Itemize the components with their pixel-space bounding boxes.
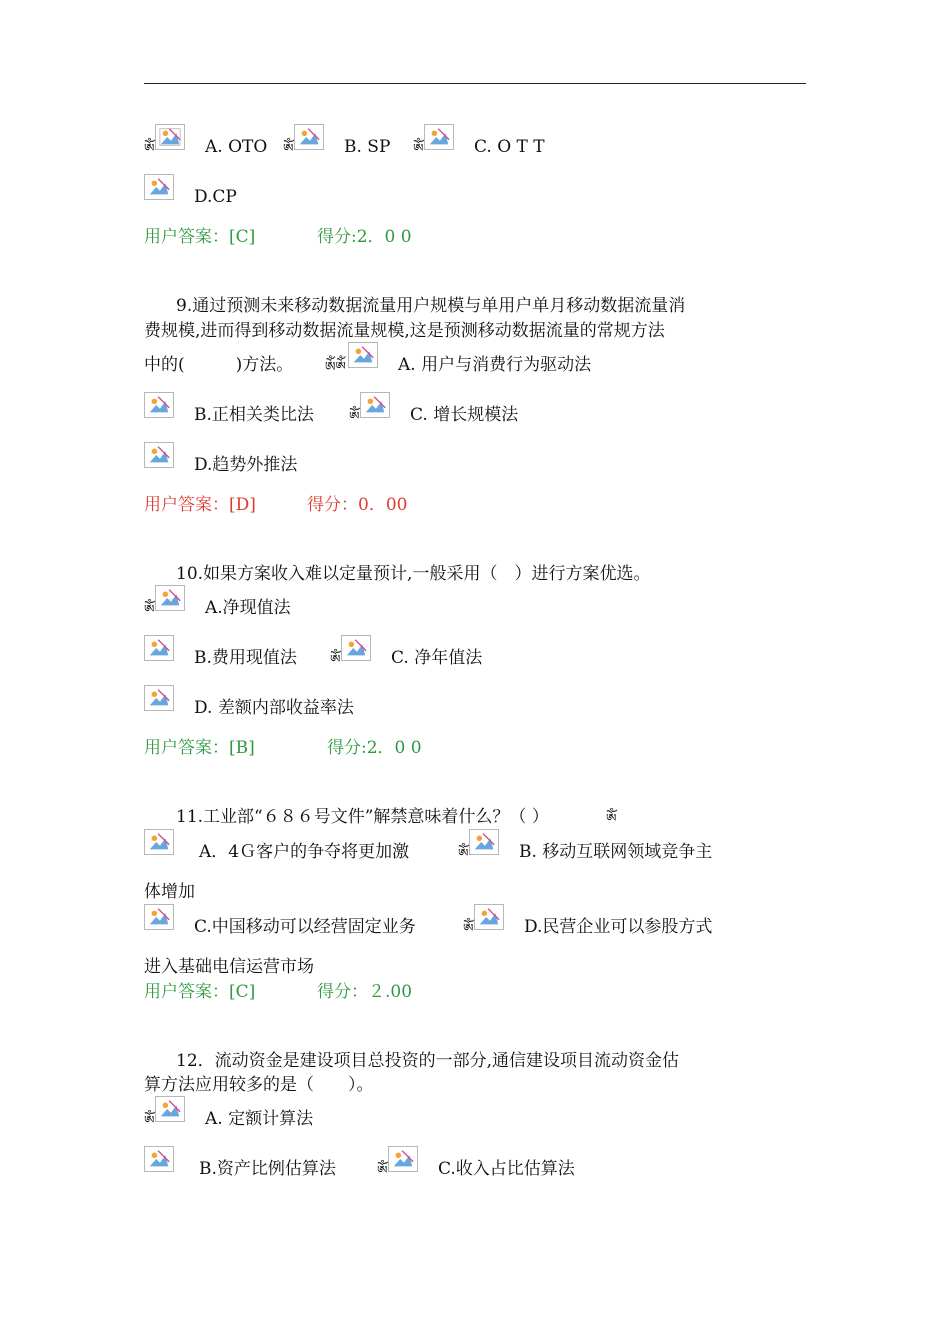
question-stem: 算方法应用较多的是（ ）。 [144,1075,374,1095]
broken-image-icon[interactable] [144,442,174,468]
option-b: B.正相关类比法 [194,405,314,425]
question-stem: 11.工业部“６８６号文件”解禁意味着什么？（ ） [176,807,549,827]
question-stem: 费规模,进而得到移动数据流量规模,这是预测移动数据流量的常规方法 [144,321,665,341]
broken-image-icon[interactable] [144,392,174,418]
user-answer: 用户答案：[C] [144,982,256,1002]
broken-image-icon[interactable] [155,1096,185,1122]
option-d: D.趋势外推法 [194,455,298,475]
broken-image-mark: ༀ [144,603,155,618]
broken-image-icon[interactable] [144,174,174,200]
option-c: C. 净年值法 [391,648,483,668]
option-b: B.资产比例估算法 [199,1159,336,1179]
header-rule [144,83,806,84]
option-a: A. OTO [205,137,268,157]
option-d-continued: 进入基础电信运营市场 [144,957,314,977]
broken-image-mark: ༀ [283,142,294,157]
option-a: A．4Ｇ客户的争夺将更加激 [199,842,410,862]
broken-image-mark: ༀ [606,812,617,827]
broken-image-icon[interactable] [474,904,504,930]
option-c: C. O T T [474,137,545,157]
broken-image-icon[interactable] [144,635,174,661]
option-d: D.CP [194,187,237,207]
broken-image-mark: ༀ [458,847,469,862]
option-a: A. 用户与消费行为驱动法 [398,355,592,375]
question-stem: 9.通过预测未来移动数据流量用户规模与单用户单月移动数据流量消 [176,296,686,316]
question-stem: 10.如果方案收入难以定量预计,一般采用（ ）进行方案优选。 [176,564,651,584]
broken-image-icon[interactable] [144,829,174,855]
option-a: A. 定额计算法 [205,1109,314,1129]
broken-image-mark: ༀ [463,922,474,937]
option-c: C.中国移动可以经营固定业务 [194,917,416,937]
broken-image-mark: ༀ [349,410,360,425]
score: 得分:2．0 0 [327,738,422,758]
option-c: C. 增长规模法 [410,405,519,425]
broken-image-icon[interactable] [294,124,324,150]
user-answer: 用户答案：[D] [144,495,256,515]
option-b: B. SP [344,137,391,157]
broken-image-icon[interactable] [424,124,454,150]
broken-image-icon[interactable] [144,685,174,711]
user-answer: 用户答案：[B] [144,738,255,758]
broken-image-mark: ༀ [144,142,155,157]
broken-image-mark: ༀ [377,1164,388,1179]
broken-image-icon[interactable] [155,124,185,150]
option-b: B. 移动互联网领域竞争主 [519,842,713,862]
broken-image-icon[interactable] [155,585,185,611]
broken-image-icon[interactable] [341,635,371,661]
broken-image-icon[interactable] [360,392,390,418]
broken-image-icon[interactable] [144,1146,174,1172]
option-b: B.费用现值法 [194,648,297,668]
score: 得分:2．0 0 [317,227,412,247]
option-d: D.民营企业可以参股方式 [524,917,713,937]
broken-image-mark: ༀ [413,142,424,157]
question-stem: 12．流动资金是建设项目总投资的一部分,通信建设项目流动资金估 [176,1051,680,1071]
broken-image-icon[interactable] [388,1146,418,1172]
broken-image-icon[interactable] [144,904,174,930]
broken-image-mark: ༀༀ [325,360,346,375]
question-stem: 中的( )方法。 [144,355,294,375]
score: 得分：２.00 [317,982,413,1002]
score: 得分：0．00 [307,495,408,515]
broken-image-mark: ༀ [144,1114,155,1129]
option-c: C.收入占比估算法 [438,1159,575,1179]
option-b-continued: 体增加 [144,882,195,902]
broken-image-mark: ༀ [330,653,341,668]
option-d: D. 差额内部收益率法 [194,698,354,718]
broken-image-icon[interactable] [469,829,499,855]
option-a: A.净现值法 [205,598,291,618]
broken-image-icon[interactable] [348,342,378,368]
user-answer: 用户答案：[C] [144,227,256,247]
